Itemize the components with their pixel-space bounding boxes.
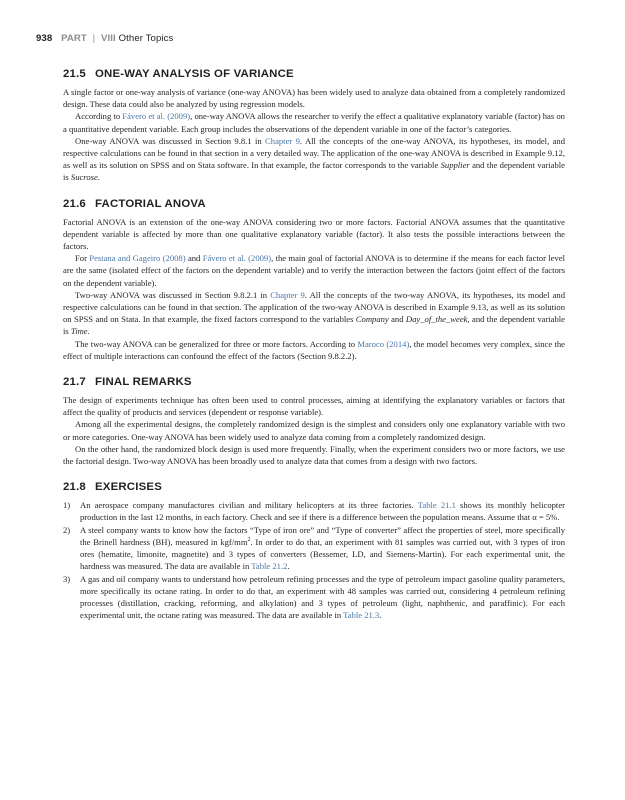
paragraph: The design of experiments technique has often been used to control processes, aiming at identifying the explanatory variables or factors that affect the quality of products and services (dependent or response variable). (63, 395, 565, 418)
exercise-item (63, 573, 565, 622)
text-run: , and the dependent variable is (63, 314, 566, 337)
citation-link[interactable]: Fávero et al. (2009) (122, 111, 191, 122)
text-run: The two-way ANOVA can be generalized for three or more factors. According to (75, 338, 358, 349)
section-number: 21.8 (63, 481, 86, 494)
text-run: For (75, 253, 90, 264)
text-run: and the dependent variable is (63, 160, 565, 183)
main-content (63, 66, 565, 621)
table-link[interactable]: Table 21.2 (251, 561, 288, 572)
table-link[interactable]: Table 21.3 (343, 610, 380, 621)
exercise-item (63, 524, 565, 573)
exercise-item (63, 499, 565, 523)
text-run: A gas and oil company wants to understand how petroleum refining processes and the type of petroleum impact gasoline quality parameters, more specifically its octane rating. In order to do that, an experiment with 48 samples was carried out, considering 4 petroleum refining processes (distillation, cracking, reforming, and alkylation) and 3 types of petroleum (light, naphthenic, and paraffinic). For each experimental unit, the octane rating was measured. The data are available in (80, 573, 565, 621)
citation-link[interactable]: Fávero et al. (2009) (202, 253, 272, 264)
text-run: . (97, 172, 100, 183)
table-link[interactable]: Table 21.1 (417, 500, 456, 511)
section-heading (63, 479, 565, 495)
exercise-list (63, 499, 565, 621)
part-topic: Other Topics (118, 33, 174, 44)
variable-name: Company (355, 314, 389, 325)
section-number: 21.7 (63, 376, 86, 389)
text-run: . (287, 561, 290, 572)
text-run: . (379, 610, 382, 621)
text-run: and (388, 314, 406, 325)
text-run: . In order to do that, an experiment with 81 samples was carried out, with 3 types of iron ores (hematite, limonite, magnetite) and 3 types of converters (Bessemer, LD, and Siemens-Martin). For each experimental unit, the hardness was measured. The data are available in (80, 536, 566, 572)
section-heading (63, 66, 565, 82)
text-run: . All the concepts of the two-way ANOVA, its hypotheses, its model and respective calculations can be found in that section. The application of the two-way ANOVA is described in Example 9.13, as well as its solution on SPSS and on Stata. In that example, the fixed factors correspond to the variables (63, 289, 565, 325)
text-run: According to (75, 111, 123, 122)
section-21-5 (63, 66, 565, 184)
section-heading (63, 196, 565, 212)
header-separator: | (92, 33, 96, 44)
paragraph: Among all the experimental designs, the completely randomized design is the simplest and considers only one explanatory variable with two or more categories. One-way ANOVA has been widely used to analyze data coming from a completely randomized design. (63, 419, 565, 442)
section-heading (63, 374, 565, 390)
text-run: , the main goal of factorial ANOVA is to determine if the means for each factor level are the same (isolated effect of the factors on the dependent variable) and to verify the interaction between the factors (joint effect of the factors on the dependent variable). (63, 253, 565, 288)
paragraph: Factorial ANOVA is an extension of the one-way ANOVA considering two or more factors. Factorial ANOVA assumes that the quantitative dependent variable is affected by more than one qualitative explanatory variable (factor). It also tests the possible interactions between the factors. (63, 216, 565, 252)
citation-link[interactable]: Pestana and Gageiro (2008) (89, 253, 186, 264)
exercise-number: 3) (63, 573, 71, 584)
text-run: . (87, 326, 90, 337)
paragraph: A single factor or one-way analysis of variance (one-way ANOVA) has been widely used to analyze data obtained from a completely randomized design. These data could also be analyzed by using regression models. (63, 87, 565, 110)
text-run: shows its monthly helicopter production in the last 12 months, in each factory. Check and see if there is a difference between the population means. Assume that α = 5%. (80, 500, 565, 523)
section-title: EXERCISES (94, 481, 162, 494)
section-21-6 (63, 196, 565, 362)
variable-name: Day_of_the_week (405, 314, 468, 325)
superscript: 2 (247, 537, 251, 544)
page-number: 938 (36, 33, 53, 44)
paragraph (63, 135, 565, 184)
paragraph (63, 338, 565, 362)
running-head (36, 33, 173, 44)
text-run: One-way ANOVA was discussed in Section 9.8.1 in (75, 135, 266, 146)
section-number: 21.5 (63, 68, 86, 80)
text-run: , one-way ANOVA allows the researcher to verify the effect a qualitative explanatory variable (factor) has on a quantitative dependent variable. Each group includes the observations of the dependent variable in one of the factor’s categories. (63, 111, 565, 134)
section-title: FACTORIAL ANOVA (94, 197, 206, 210)
exercise-number: 2) (63, 524, 71, 535)
section-21-8 (63, 479, 565, 621)
text-run: Two-way ANOVA was discussed in Section 9.8.2.1 in (75, 289, 271, 300)
paragraph (63, 252, 565, 289)
paragraph: On the other hand, the randomized block design is used more frequently. Finally, when the experiment considers two or more factors, we use the factorial design. Two-way ANOVA has been broadly used to analyze data that comes from a design with two factors. (63, 443, 565, 467)
text-run: , the model becomes very complex, since the effect of multiple interactions can confound the effect of the factors (Section 9.8.2.2). (63, 338, 565, 361)
paragraph (63, 110, 565, 134)
section-21-7 (63, 374, 565, 467)
chapter-link[interactable]: Chapter 9 (265, 135, 300, 146)
variable-name: Supplier (440, 160, 470, 171)
section-title: FINAL REMARKS (94, 376, 192, 389)
text-run: A steel company wants to know how the factors “Type of iron ore” and “Type of converter” affect the properties of steel, more specifically the Brinell hardness (BH), measured in kgf/mm (80, 524, 565, 547)
chapter-link[interactable]: Chapter 9 (270, 289, 305, 300)
citation-link[interactable]: Maroco (2014) (357, 338, 410, 349)
exercise-number: 1) (63, 500, 71, 511)
variable-name: Sucrose (70, 172, 98, 183)
section-number: 21.6 (63, 197, 86, 210)
text-run: . All the concepts of the one-way ANOVA, its hypotheses, its model, and respective calculations can be found in that section in a very detailed way. The application of the one-way ANOVA is described in Example 9.12, as well as its solution on SPSS and on Stata software. In that example, the factor corresponds to the variable (63, 135, 565, 171)
text-run: and (185, 253, 203, 264)
part-label: PART (61, 33, 87, 44)
section-title: ONE-WAY ANALYSIS OF VARIANCE (94, 68, 294, 80)
text-run: An aerospace company manufactures civilian and military helicopters at its three factories. (80, 500, 418, 511)
variable-name: Time (70, 326, 88, 337)
part-number: VIII (101, 33, 116, 44)
paragraph (63, 289, 565, 338)
